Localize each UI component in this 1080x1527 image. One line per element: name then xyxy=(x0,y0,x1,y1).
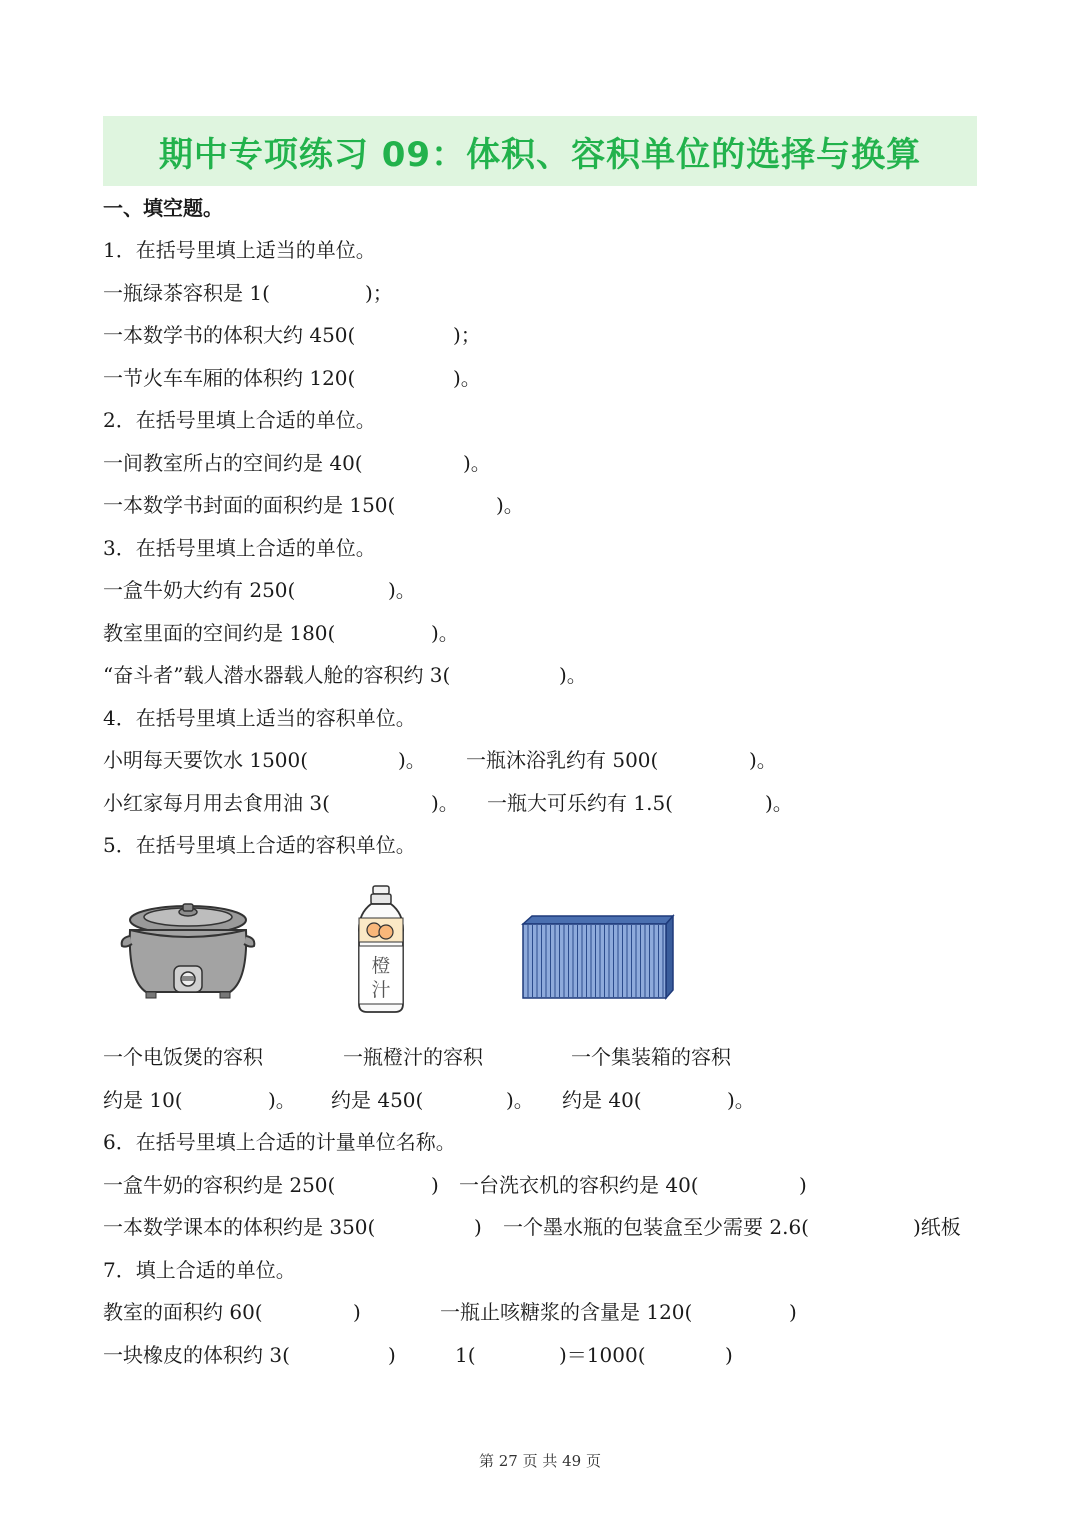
page-title: 期中专项练习 09：体积、容积单位的选择与换算 xyxy=(158,134,922,175)
question-6-item-d: 一个墨水瓶的包装盒至少需要 2.6( xyxy=(503,1215,809,1239)
question-4-item-d: 一瓶大可乐约有 1.5( xyxy=(487,791,673,815)
bottle-label-char-2: 汁 xyxy=(371,979,391,1001)
question-4-item-a: 小明每天要饮水 1500( xyxy=(103,748,309,772)
question-6-item-b: 一台洗衣机的容积约是 40( xyxy=(459,1173,699,1197)
question-7-item-b: 一瓶止咳糖浆的含量是 120( xyxy=(440,1300,693,1324)
bottle-label-char-1: 橙 xyxy=(371,955,391,977)
question-6-item-a: 一盒牛奶的容积约是 250( xyxy=(103,1173,336,1197)
question-4-item-b: 一瓶沐浴乳约有 500( xyxy=(466,748,659,772)
juice-bottle-image xyxy=(348,884,414,1016)
question-4-heading: 4．在括号里填上适当的容积单位。 xyxy=(103,706,416,730)
rice-cooker-image xyxy=(116,900,261,1002)
title-banner xyxy=(103,116,977,186)
section-heading: 一、填空题。 xyxy=(103,196,223,220)
juice-bottle-answer: 约是 450( xyxy=(331,1088,424,1112)
question-3-heading: 3．在括号里填上合适的单位。 xyxy=(103,536,376,560)
juice-bottle-caption: 一瓶橙汁的容积 xyxy=(343,1045,483,1069)
question-1-heading: 1．在括号里填上适当的单位。 xyxy=(103,238,376,262)
question-6-heading: 6．在括号里填上合适的计量单位名称。 xyxy=(103,1130,456,1154)
container-caption: 一个集装箱的容积 xyxy=(571,1045,731,1069)
question-7-heading: 7．填上合适的单位。 xyxy=(103,1258,296,1282)
question-2-heading: 2．在括号里填上合适的单位。 xyxy=(103,408,376,432)
question-7-item-d: 1( xyxy=(455,1343,476,1367)
question-5-heading: 5．在括号里填上合适的容积单位。 xyxy=(103,833,416,857)
rice-cooker-answer: 约是 10( xyxy=(103,1088,183,1112)
question-7-item-a: 教室的面积约 60( xyxy=(103,1300,263,1324)
question-4-item-c: 小红家每月用去食用油 3( xyxy=(103,791,330,815)
page-footer: 第 27 页 共 49 页 xyxy=(478,1452,601,1470)
shipping-container-image xyxy=(520,912,676,1000)
question-6-item-c: 一本数学课本的体积约是 350( xyxy=(103,1215,376,1239)
rice-cooker-caption: 一个电饭煲的容积 xyxy=(103,1045,263,1069)
container-answer: 约是 40( xyxy=(562,1088,642,1112)
question-7-item-c: 一块橡皮的体积约 3( xyxy=(103,1343,290,1367)
